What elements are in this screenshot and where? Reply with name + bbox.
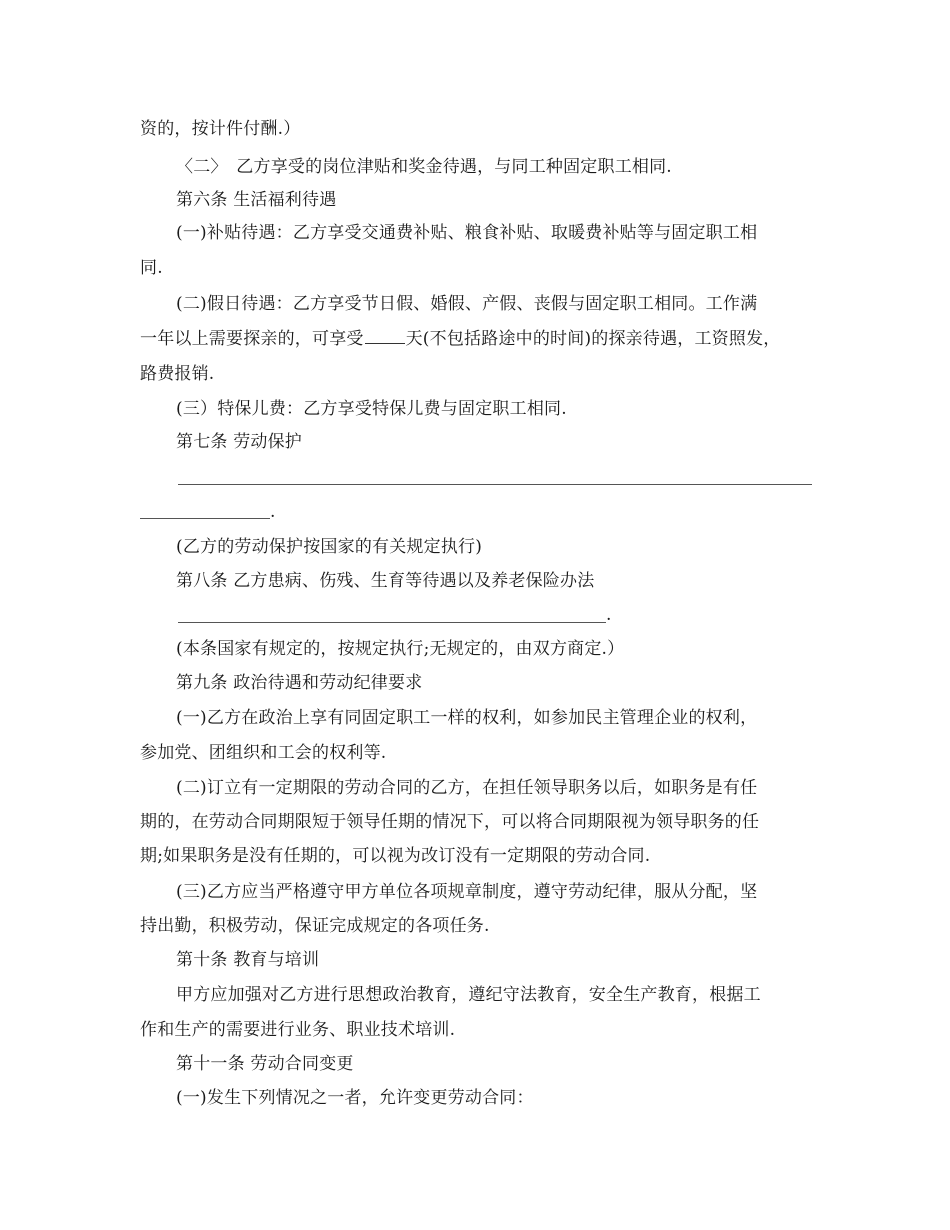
period-mark: . bbox=[606, 605, 612, 625]
article-heading: 第十一条 劳动合同变更 bbox=[176, 1054, 354, 1074]
fill-in-blank-line[interactable] bbox=[140, 518, 270, 519]
text-line: 同. bbox=[140, 258, 163, 278]
text-line: (一)发生下列情况之一者，允许变更劳动合同： bbox=[176, 1088, 534, 1108]
fill-in-blank-line[interactable] bbox=[178, 484, 812, 485]
text-line: 路费报销. bbox=[140, 364, 215, 384]
article-heading: 第七条 劳动保护 bbox=[176, 432, 303, 452]
text-line: (一)乙方在政治上享有同固定职工一样的权利，如参加民主管理企业的权利， bbox=[176, 708, 758, 728]
article-heading: 第九条 政治待遇和劳动纪律要求 bbox=[176, 673, 423, 693]
text-line: (本条国家有规定的，按规定执行;无规定的，由双方商定.） bbox=[176, 639, 625, 659]
text-line: 甲方应加强对乙方进行思想政治教育，遵纪守法教育，安全生产教育，根据工 bbox=[176, 985, 761, 1005]
article-heading: 第六条 生活福利待遇 bbox=[176, 190, 337, 210]
text-line: (一)补贴待遇：乙方享受交通费补贴、粮食补贴、取暖费补贴等与固定职工相 bbox=[176, 223, 758, 243]
article-heading: 第八条 乙方患病、伤残、生育等待遇以及养老保险办法 bbox=[176, 571, 595, 591]
article-heading: 第十条 教育与培训 bbox=[176, 950, 320, 970]
text-segment: 一年以上需要探亲的，可享受 bbox=[140, 329, 364, 349]
text-line: 期;如果职务是没有任期的，可以视为改订没有一定期限的劳动合同. bbox=[140, 846, 651, 866]
text-line-with-blank bbox=[140, 329, 780, 349]
text-line: (乙方的劳动保护按国家的有关规定执行) bbox=[176, 537, 483, 557]
text-line: (二)假日待遇：乙方享受节日假、婚假、产假、丧假与固定职工相同。工作满 bbox=[176, 294, 758, 314]
text-line: (三)乙方应当严格遵守甲方单位各项规章制度，遵守劳动纪律，服从分配，坚 bbox=[176, 882, 758, 902]
text-line: 持出勤，积极劳动，保证完成规定的各项任务. bbox=[140, 916, 490, 936]
period-mark: . bbox=[270, 502, 276, 522]
text-line: 资的，按计件付酬.） bbox=[140, 119, 301, 139]
text-line: 〈二〉 乙方享受的岗位津贴和奖金待遇，与同工种固定职工相同. bbox=[176, 157, 672, 177]
fill-in-blank-line[interactable] bbox=[178, 622, 606, 623]
fill-in-blank[interactable] bbox=[365, 329, 405, 344]
text-line: (三）特保儿费：乙方享受特保儿费与固定职工相同. bbox=[176, 399, 567, 419]
text-line: 作和生产的需要进行业务、职业技术培训. bbox=[140, 1020, 456, 1040]
text-line: 期的，在劳动合同期限短于领导任期的情况下，可以将合同期限视为领导职务的任 bbox=[140, 812, 760, 832]
text-line: (二)订立有一定期限的劳动合同的乙方，在担任领导职务以后，如职务是有任 bbox=[176, 778, 758, 798]
text-segment: 天(不包括路途中的时间)的探亲待遇，工资照发， bbox=[405, 329, 781, 349]
text-line: 参加党、团组织和工会的权利等. bbox=[140, 743, 387, 763]
